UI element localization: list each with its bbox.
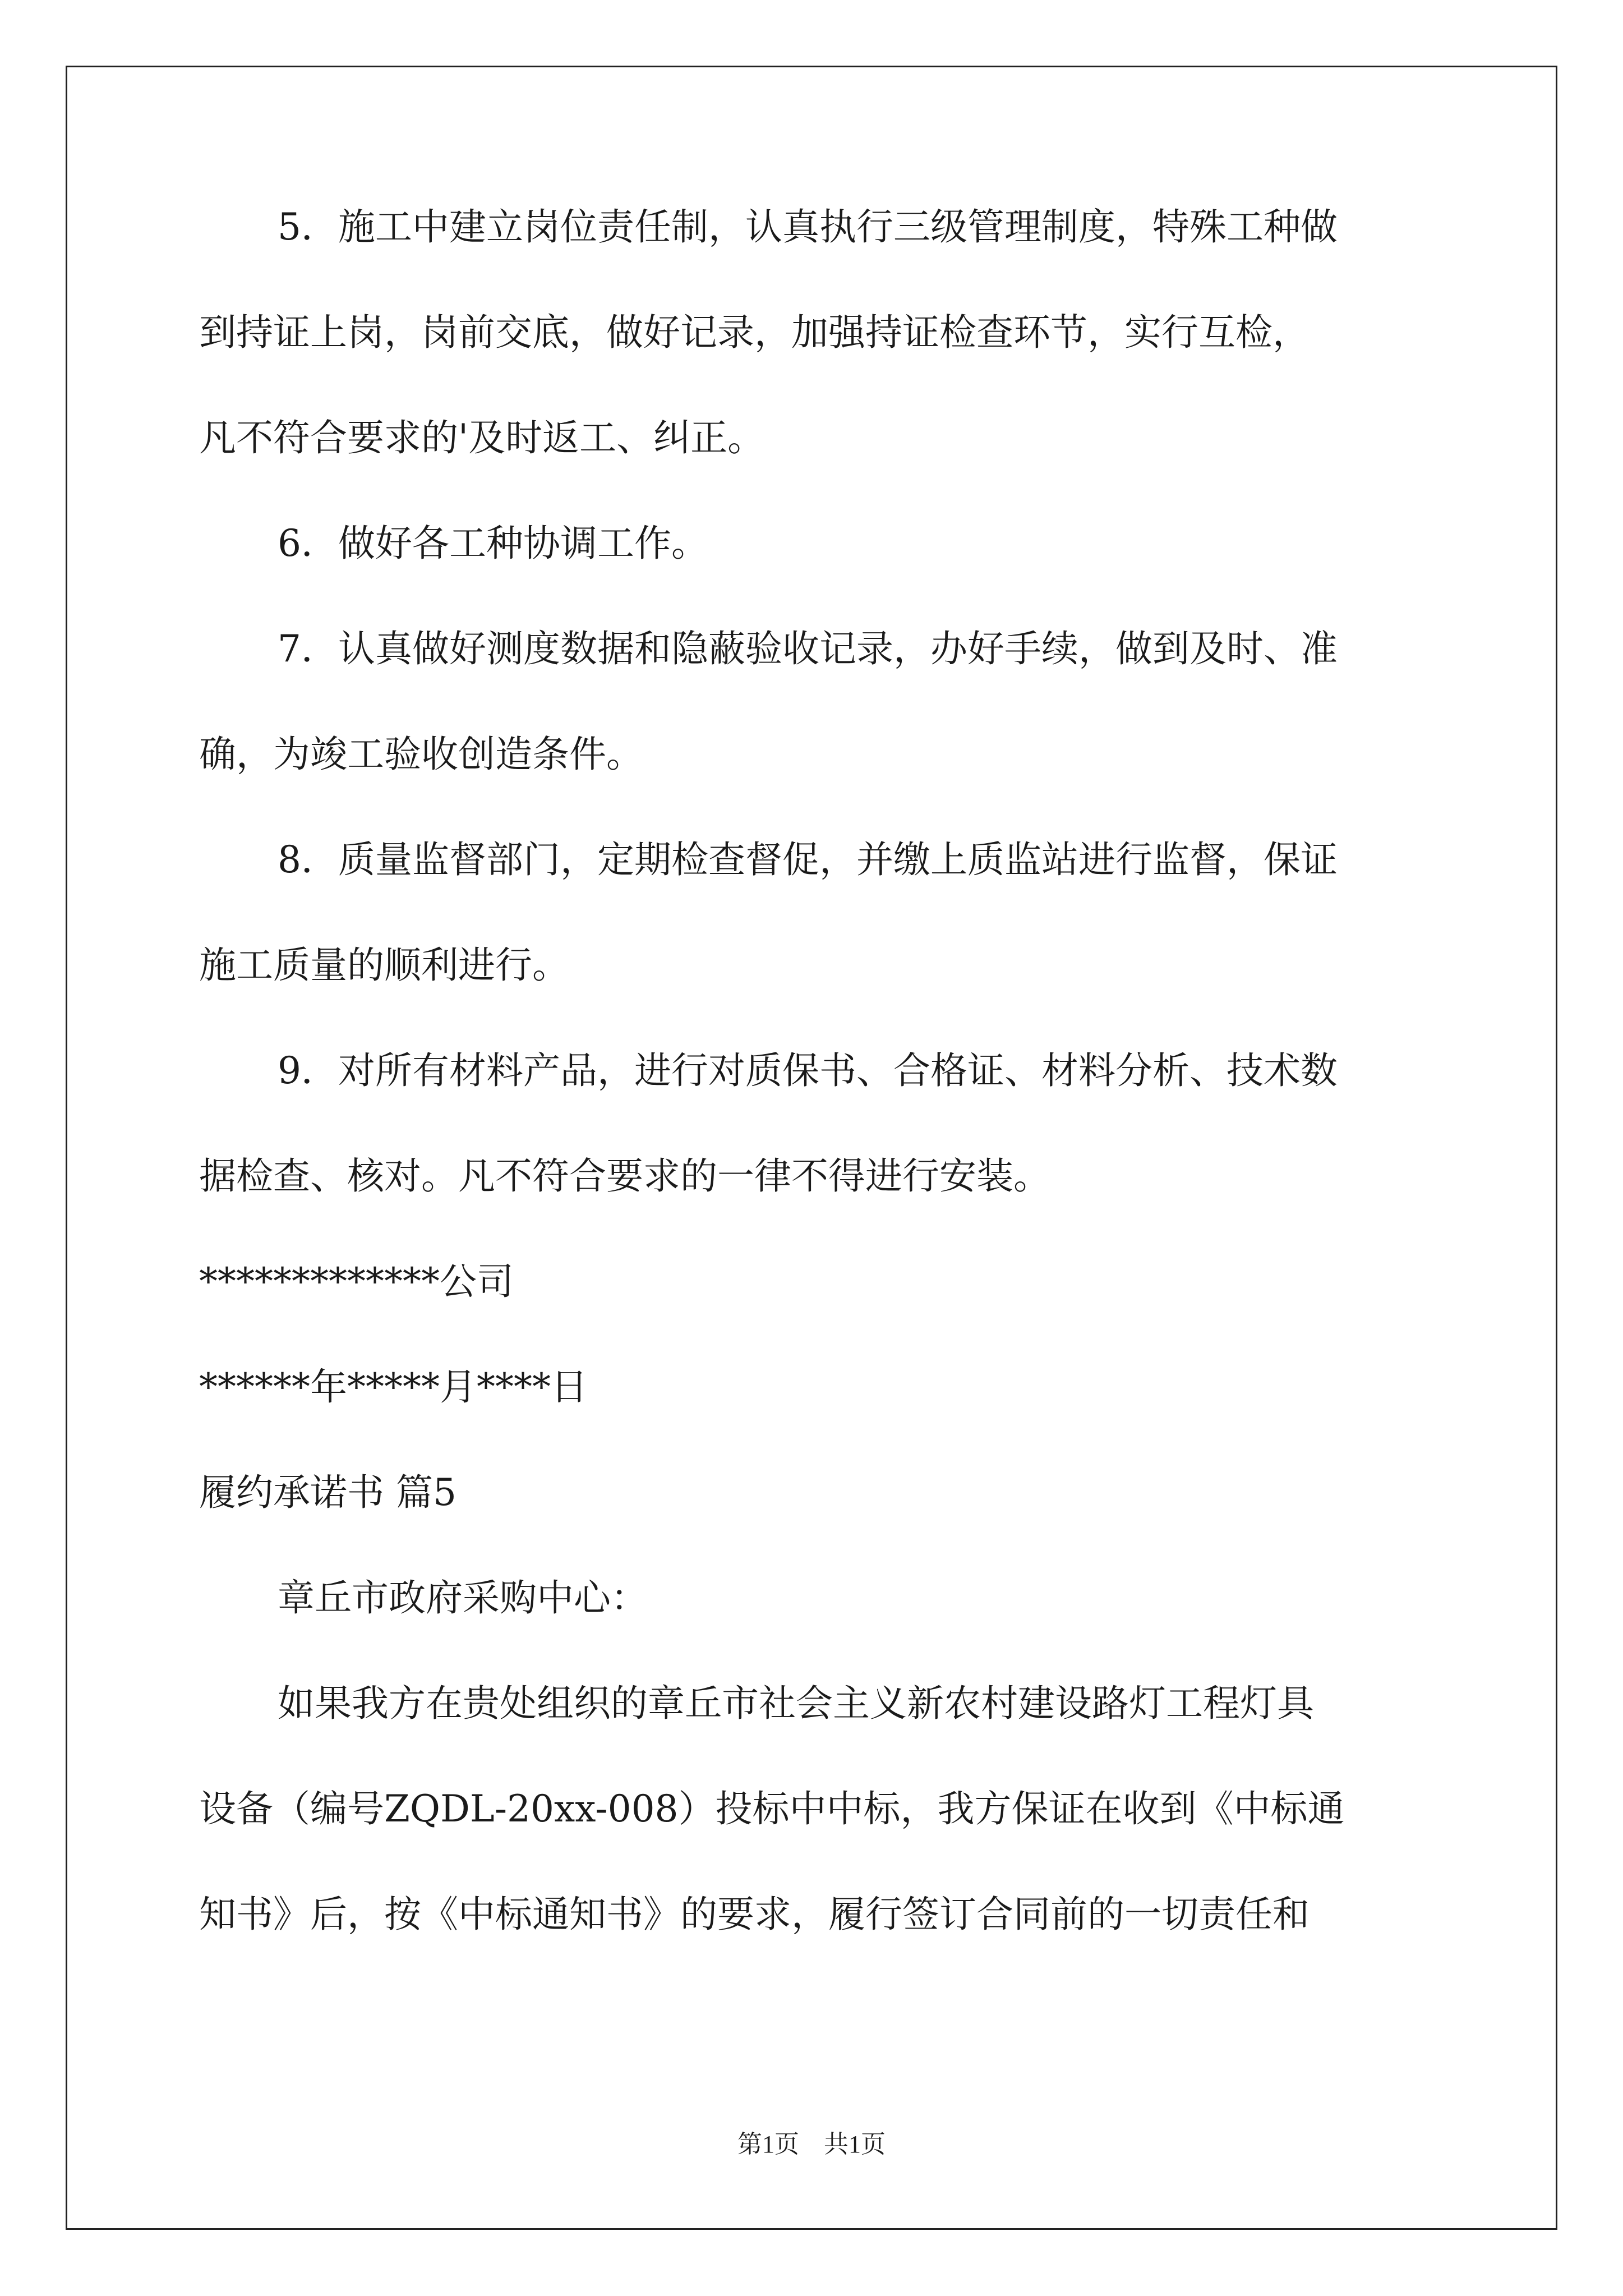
signature-date: ******年*****月****日 xyxy=(199,1365,588,1409)
paragraph-item-9-line-1: 9．对所有材料产品，进行对质保书、合格证、材料分析、技术数 xyxy=(278,1049,1338,1092)
paragraph-item-9-line-2: 据检查、核对。凡不符合要求的一律不得进行安装。 xyxy=(199,1154,1050,1198)
company-signature: *************公司 xyxy=(199,1260,514,1303)
paragraph-item-5-line-2: 到持证上岗，岗前交底，做好记录，加强持证检查环节，实行互检， xyxy=(199,311,1310,354)
paragraph-item-8-line-2: 施工质量的顺利进行。 xyxy=(199,944,569,987)
section-heading: 履约承诺书 篇5 xyxy=(199,1471,457,1514)
letter-body-line-1: 如果我方在贵处组织的章丘市社会主义新农村建设路灯工程灯具 xyxy=(278,1682,1314,1725)
paragraph-item-7-line-2: 确，为竣工验收创造条件。 xyxy=(199,733,643,776)
paragraph-item-5-line-1: 5．施工中建立岗位责任制，认真执行三级管理制度，特殊工种做 xyxy=(278,205,1338,249)
letter-salutation: 章丘市政府采购中心： xyxy=(278,1576,648,1619)
page-number-footer: 第1页 共1页 xyxy=(737,2131,886,2158)
letter-body-line-2: 设备（编号ZQDL-20xx-008）投标中中标，我方保证在收到《中标通 xyxy=(199,1787,1345,1830)
paragraph-item-5-line-3: 凡不符合要求的'及时返工、纠正。 xyxy=(199,416,765,459)
paragraph-item-6: 6．做好各工种协调工作。 xyxy=(278,522,708,565)
letter-body-line-3: 知书》后，按《中标通知书》的要求，履行签订合同前的一切责任和 xyxy=(199,1893,1310,1936)
paragraph-item-7-line-1: 7．认真做好测度数据和隐蔽验收记录，办好手续，做到及时、准 xyxy=(278,627,1338,670)
paragraph-item-8-line-1: 8．质量监督部门，定期检查督促，并缴上质监站进行监督，保证 xyxy=(278,838,1338,881)
